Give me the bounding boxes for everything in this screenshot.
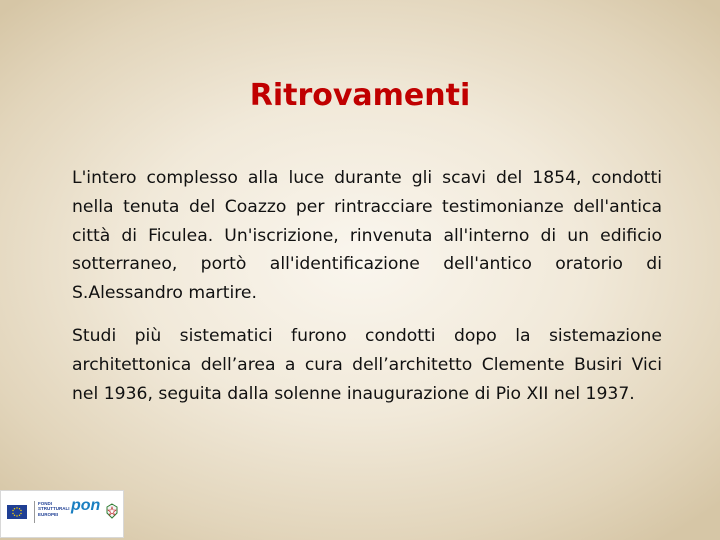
eu-flag-icon	[7, 505, 27, 519]
fondi-strutturali-label: FONDI STRUTTURALI EUROPEI	[34, 501, 72, 523]
slide-title: Ritrovamenti	[249, 78, 471, 113]
italian-republic-emblem-icon	[105, 503, 119, 519]
paragraph-2: Studi più sistematici furono condotti dopo la sistemazione architettonica dell’area a cura dell’architetto Clemente Busiri Vici nel 1936, seguita dalla solenne inaugurazione di Pio XII nel 1937.	[72, 325, 662, 404]
pon-logo-strip	[0, 490, 124, 538]
paragraph-1: L'intero complesso alla luce durante gli scavi del 1854, condotti nella tenuta del Coazzo per rintracciare testimonianze dell'antica città di Ficulea. Un'iscrizione, rinvenuta all'interno di un edificio sotterraneo, portò all'identificazione dell'antico oratorio di S.Alessandro martire.	[72, 168, 662, 304]
pon-logo-text: pon	[71, 497, 101, 514]
slide-body	[72, 164, 662, 422]
